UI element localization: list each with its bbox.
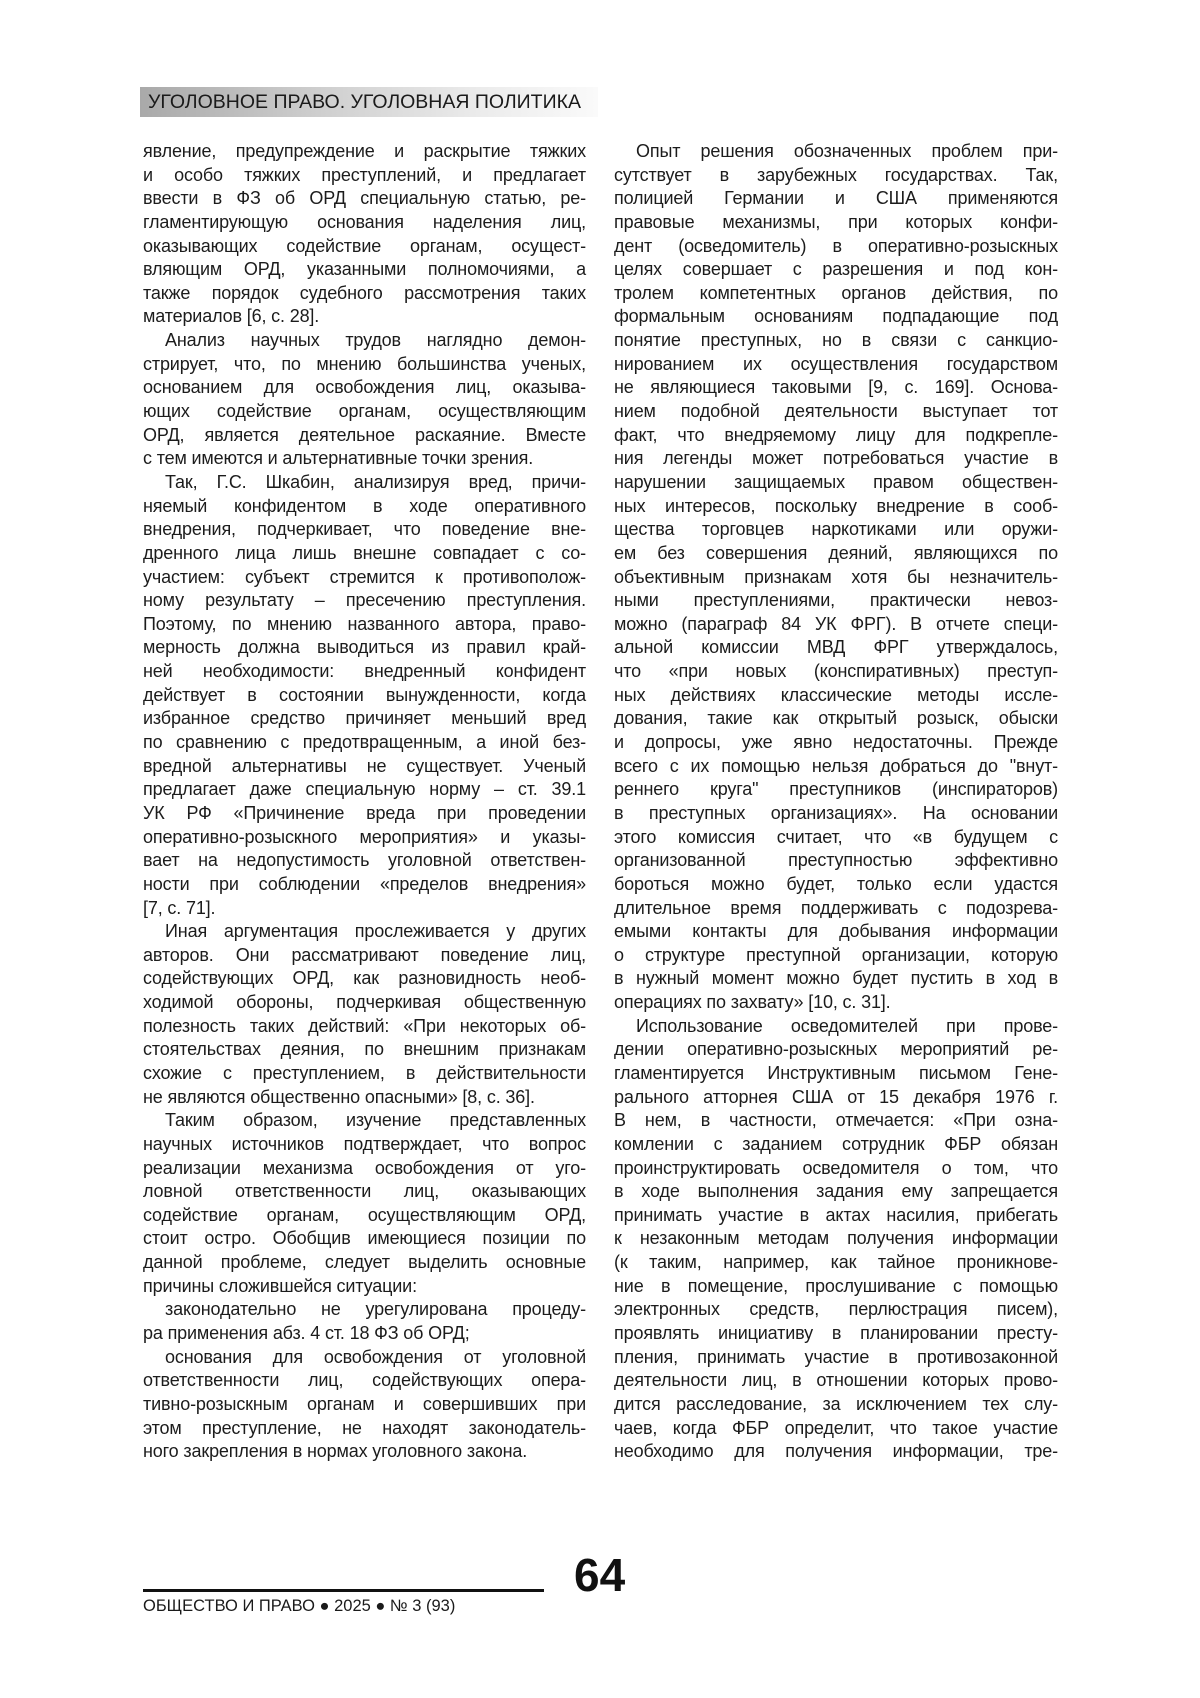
text-line: с тем имеются и альтернативные точки зрения. (143, 447, 586, 471)
text-line: вает на недопустимость уголовной ответствен- (143, 849, 586, 873)
text-line: чаев, когда ФБР определит, что такое участие (614, 1417, 1058, 1441)
text-line: ных интересов, поскольку внедрение в сооб- (614, 495, 1058, 519)
text-line: дении оперативно-розыскных мероприятий ре- (614, 1038, 1058, 1062)
text-line: нированием их осуществления государством (614, 353, 1058, 377)
text-line: полезность таких действий: «При некоторых об- (143, 1015, 586, 1039)
text-line: Иная аргументация прослеживается у других (143, 920, 586, 944)
text-line: вредной альтернативы не существует. Ученый (143, 755, 586, 779)
text-line: мерность должна выводиться из правил край- (143, 636, 586, 660)
text-line: рального атторнея США от 15 декабря 1976 г. (614, 1086, 1058, 1110)
text-line: и особо тяжких преступлений, и предлагает (143, 164, 586, 188)
text-line: этого комиссия считает, что «в будущем с (614, 826, 1058, 850)
text-line: содействие органам, осуществляющим ОРД, (143, 1204, 586, 1228)
text-line: Таким образом, изучение представленных (143, 1109, 586, 1133)
text-line: предлагает даже специальную норму – ст. 39.1 (143, 778, 586, 802)
text-line: ходимой обороны, подчеркивая общественную (143, 991, 586, 1015)
text-line: этом преступление, не находят законодатель- (143, 1417, 586, 1441)
text-line: щества торговцев наркотиками или оружи- (614, 518, 1058, 542)
paragraph (614, 1015, 1058, 1464)
footer-divider (143, 1589, 544, 1592)
text-line: материалов [6, с. 28]. (143, 305, 586, 329)
text-line: стоятельствах деяния, по внешним признакам (143, 1038, 586, 1062)
paragraph (143, 329, 586, 471)
text-line: Использование осведомителей при прове- (614, 1015, 1058, 1039)
text-line: альной комиссии МВД ФРГ утверждалось, (614, 636, 1058, 660)
text-line: в преступных организациях». На основании (614, 802, 1058, 826)
text-line: участием: субъект стремится к противополож- (143, 566, 586, 590)
text-line: не являющиеся таковыми [9, с. 169]. Основа- (614, 376, 1058, 400)
text-line: ности при соблюдении «пределов внедрения» (143, 873, 586, 897)
text-line: деятельности лиц, в отношении которых прово- (614, 1369, 1058, 1393)
text-line: что «при новых (конспиративных) преступ- (614, 660, 1058, 684)
text-line: гламентируется Инструктивным письмом Гене- (614, 1062, 1058, 1086)
text-line: В нем, в частности, отмечается: «При озна- (614, 1109, 1058, 1133)
text-line: ного закрепления в нормах уголовного закона. (143, 1440, 586, 1464)
text-line: проинструктировать осведомителя о том, что (614, 1157, 1058, 1181)
text-line: причины сложившейся ситуации: (143, 1275, 586, 1299)
text-line: данной проблеме, следует выделить основные (143, 1251, 586, 1275)
text-line: комлении с заданием сотрудник ФБР обязан (614, 1133, 1058, 1157)
text-line: ра применения абз. 4 ст. 18 ФЗ об ОРД; (143, 1322, 586, 1346)
text-line: ющих содействие органам, осуществляющим (143, 400, 586, 424)
page-number: 64 (574, 1550, 625, 1600)
text-column-left (143, 140, 586, 1464)
text-line: [7, с. 71]. (143, 897, 586, 921)
text-line: избранное средство причиняет меньший вред (143, 707, 586, 731)
text-line: ному результату – пресечению преступления. (143, 589, 586, 613)
text-line: о структуре преступной организации, которую (614, 944, 1058, 968)
text-line: авторов. Они рассматривают поведение лиц, (143, 944, 586, 968)
text-line: нием подобной деятельности выступает тот (614, 400, 1058, 424)
text-column-right (614, 140, 1058, 1464)
text-line: реннего круга" преступников (инспираторов) (614, 778, 1058, 802)
text-line: основанием для освобождения лиц, оказыва- (143, 376, 586, 400)
text-line: тивно-розыскным органам и совершивших при (143, 1393, 586, 1417)
text-line: оперативно-розыскного мероприятия» и указы- (143, 826, 586, 850)
text-line: (к таким, например, как тайное проникнове- (614, 1251, 1058, 1275)
text-line: дования, такие как открытый розыск, обыски (614, 707, 1058, 731)
text-line: ввести в ФЗ об ОРД специальную статью, ре- (143, 187, 586, 211)
text-line: полицией Германии и США применяются (614, 187, 1058, 211)
text-line: целях совершает с разрешения и под кон- (614, 258, 1058, 282)
text-line: формальным основаниям подпадающие под (614, 305, 1058, 329)
text-line: бороться можно будет, только если удастся (614, 873, 1058, 897)
text-line: также порядок судебного рассмотрения таких (143, 282, 586, 306)
text-line: няемый конфидентом в ходе оперативного (143, 495, 586, 519)
text-line: сутствует в зарубежных государствах. Так, (614, 164, 1058, 188)
text-line: ответственности лиц, содействующих опера- (143, 1369, 586, 1393)
text-line: ней необходимости: внедренный конфидент (143, 660, 586, 684)
text-line: объективным признакам хотя бы незначитель- (614, 566, 1058, 590)
text-line: Опыт решения обозначенных проблем при- (614, 140, 1058, 164)
text-line: гламентирующую основания наделения лиц, (143, 211, 586, 235)
text-line: ными преступлениями, практически невоз- (614, 589, 1058, 613)
text-line: стоит остро. Обобщив имеющиеся позиции по (143, 1227, 586, 1251)
text-line: пления, принимать участие в противозаконной (614, 1346, 1058, 1370)
text-line: схожие с преступлением, в действительности (143, 1062, 586, 1086)
text-line: ние в помещение, прослушивание с помощью (614, 1275, 1058, 1299)
text-line: ем без совершения деяний, являющихся по (614, 542, 1058, 566)
text-line: основания для освобождения от уголовной (143, 1346, 586, 1370)
text-line: организованной преступностью эффективно (614, 849, 1058, 873)
paragraph (143, 1298, 586, 1345)
text-line: Так, Г.С. Шкабин, анализируя вред, причи- (143, 471, 586, 495)
text-line: вляющим ОРД, указанными полномочиями, а (143, 258, 586, 282)
text-line: понятие преступных, но в связи с санкцио- (614, 329, 1058, 353)
text-line: действует в состоянии вынужденности, когда (143, 684, 586, 708)
text-line: УК РФ «Причинение вреда при проведении (143, 802, 586, 826)
text-line: операциях по захвату» [10, с. 31]. (614, 991, 1058, 1015)
text-line: дится расследование, за исключением тех слу- (614, 1393, 1058, 1417)
text-line: научных источников подтверждает, что вопрос (143, 1133, 586, 1157)
text-line: тролем компетентных органов действия, по (614, 282, 1058, 306)
text-line: емыми контакты для добывания информации (614, 920, 1058, 944)
text-line: нарушении защищаемых правом обществен- (614, 471, 1058, 495)
paragraph (143, 1109, 586, 1298)
text-line: всего с их помощью нельзя добраться до "внут- (614, 755, 1058, 779)
text-line: ния легенды может потребоваться участие в (614, 447, 1058, 471)
paragraph (614, 140, 1058, 1015)
paragraph (143, 920, 586, 1109)
text-line: электронных средств, перлюстрация писем), (614, 1298, 1058, 1322)
paragraph (143, 471, 586, 920)
text-line: в ходе выполнения задания ему запрещается (614, 1180, 1058, 1204)
text-line: проявлять инициативу в планировании престу- (614, 1322, 1058, 1346)
journal-issue: ОБЩЕСТВО И ПРАВО ● 2025 ● № 3 (93) (143, 1596, 455, 1616)
text-line: ОРД, является деятельное раскаяние. Вместе (143, 424, 586, 448)
paragraph (143, 1346, 586, 1464)
text-line: Поэтому, по мнению названного автора, право- (143, 613, 586, 637)
text-line: необходимо для получения информации, тре- (614, 1440, 1058, 1464)
text-line: Анализ научных трудов наглядно демон- (143, 329, 586, 353)
text-line: дент (осведомитель) в оперативно-розыскных (614, 235, 1058, 259)
text-line: длительное время поддерживать с подозрева- (614, 897, 1058, 921)
text-line: к незаконным методам получения информации (614, 1227, 1058, 1251)
text-line: факт, что внедряемому лицу для подкрепле- (614, 424, 1058, 448)
text-line: ных действиях классические методы иссле- (614, 684, 1058, 708)
text-line: можно (параграф 84 УК ФРГ). В отчете специ- (614, 613, 1058, 637)
text-line: по сравнению с предотвращенным, а иной без- (143, 731, 586, 755)
text-line: содействующих ОРД, как разновидность необ- (143, 967, 586, 991)
text-line: реализации механизма освобождения от уго- (143, 1157, 586, 1181)
text-line: ловной ответственности лиц, оказывающих (143, 1180, 586, 1204)
text-line: оказывающих содействие органам, осущест- (143, 235, 586, 259)
text-line: в нужный момент можно будет пустить в ход в (614, 967, 1058, 991)
text-line: стрирует, что, по мнению большинства ученых, (143, 353, 586, 377)
text-line: дренного лица лишь внешне совпадает с со- (143, 542, 586, 566)
text-line: явление, предупреждение и раскрытие тяжких (143, 140, 586, 164)
section-title: УГОЛОВНОЕ ПРАВО. УГОЛОВНАЯ ПОЛИТИКА (148, 90, 581, 114)
text-line: не являются общественно опасными» [8, с. 36]. (143, 1086, 586, 1110)
paragraph (143, 140, 586, 329)
text-line: правовые механизмы, при которых конфи- (614, 211, 1058, 235)
text-line: принимать участие в актах насилия, прибегать (614, 1204, 1058, 1228)
text-line: внедрения, подчеркивает, что поведение вне- (143, 518, 586, 542)
text-line: законодательно не урегулирована процеду- (143, 1298, 586, 1322)
text-line: и допросы, уже явно недостаточны. Прежде (614, 731, 1058, 755)
